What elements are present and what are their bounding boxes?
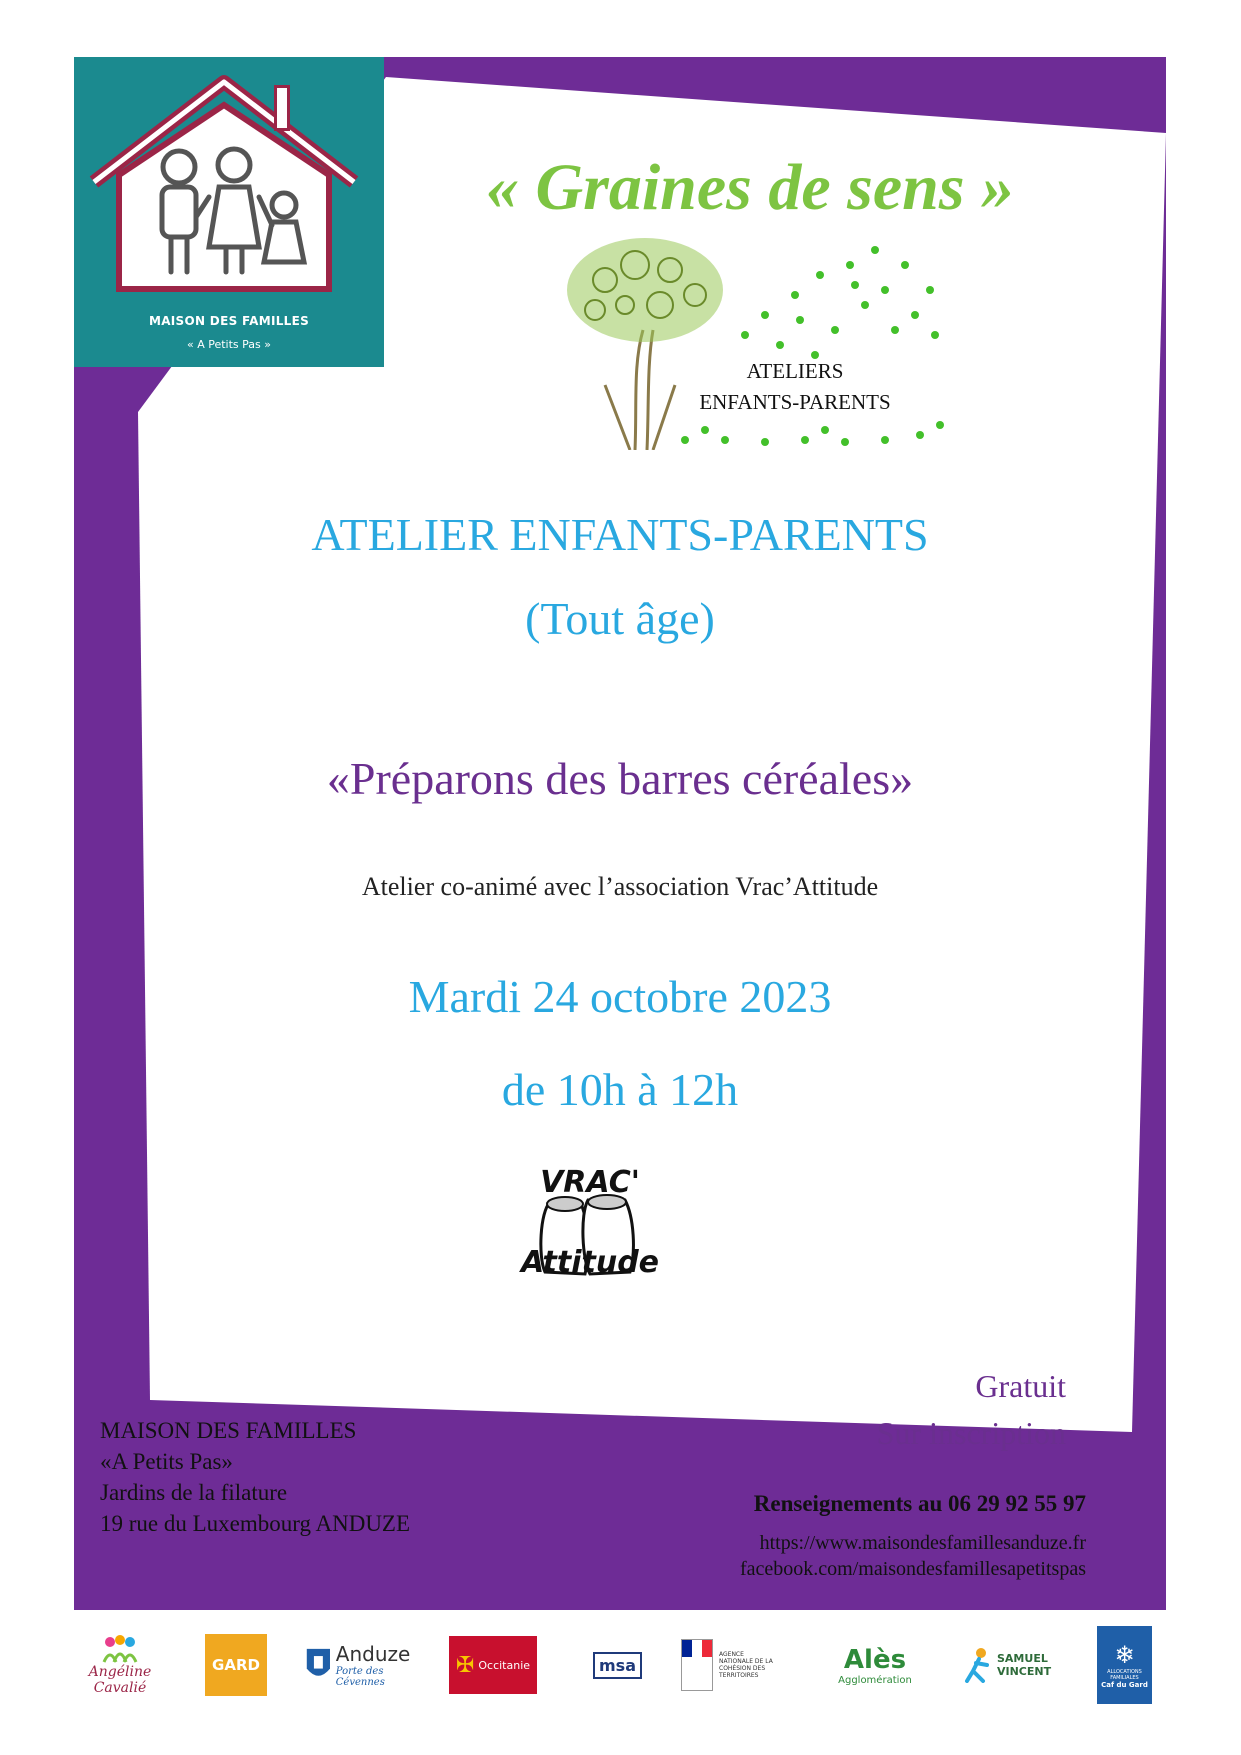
event-date: Mardi 24 octobre 2023	[408, 971, 832, 1022]
attitude-text: Attitude	[520, 1245, 660, 1280]
anct-text: AGENCE NATIONALE DE LA COHÉSION DES TERRITOIRES	[719, 1651, 773, 1679]
caption-line2: ENFANTS-PARENTS	[699, 390, 891, 414]
angeline-text: Angéline Cavalié	[88, 1664, 152, 1696]
address-line2: «A Petits Pas»	[100, 1449, 233, 1474]
gard-text: GARD	[205, 1634, 267, 1696]
registration-label: Sur inscription	[876, 1415, 1066, 1451]
age-note: (Tout âge)	[525, 593, 715, 644]
ateliers-caption	[640, 356, 950, 418]
vincent-text: SAMUEL VINCENT	[997, 1652, 1052, 1678]
logo-text-line1: MAISON DES FAMILLES	[148, 314, 310, 328]
caption-line1: ATELIERS	[746, 359, 844, 383]
logo-text-line2: « A Petits Pas »	[186, 338, 271, 351]
event-series-title: « Graines de sens »	[485, 151, 1015, 224]
caf-logo	[1097, 1625, 1152, 1705]
anduze-text: Anduze	[335, 1642, 411, 1666]
facebook-link[interactable]: facebook.com/maisondesfamillesapetitspas	[739, 1558, 1086, 1580]
angeline-cavalie-logo	[75, 1625, 165, 1705]
msa-logo	[580, 1625, 655, 1705]
contact-phone: Renseignements au 06 29 92 55 97	[753, 1491, 1086, 1516]
maison-des-familles-logo	[74, 57, 384, 367]
ales-logo	[825, 1625, 925, 1705]
occitanie-text: Occitanie	[478, 1658, 531, 1672]
runner-icon	[963, 1647, 993, 1683]
caf-snowflake-icon: ❄	[1114, 1641, 1135, 1669]
address-line3: Jardins de la filature	[100, 1480, 288, 1505]
address-line1: MAISON DES FAMILLES	[100, 1418, 357, 1443]
samuel-vincent-logo	[960, 1625, 1060, 1705]
address-line4: 19 rue du Luxembourg ANDUZE	[100, 1511, 411, 1536]
msa-text: msa	[593, 1652, 642, 1679]
anct-logo	[680, 1625, 780, 1705]
free-label: Gratuit	[975, 1368, 1066, 1404]
anduze-subtext: Porte des Cévennes	[335, 1666, 385, 1688]
event-time: de 10h à 12h	[501, 1064, 739, 1115]
french-flag-icon	[681, 1639, 713, 1691]
anduze-logo	[305, 1625, 425, 1705]
atelier-subtitle: «Préparons des barres céréales»	[326, 753, 914, 804]
gard-logo	[205, 1625, 267, 1705]
caf-subtext: Caf du Gard	[1101, 1681, 1148, 1689]
ales-text: Alès	[843, 1644, 907, 1675]
occitan-cross-icon: ✠	[455, 1652, 475, 1678]
caf-text: ALLOCATIONS FAMILIALES	[1107, 1669, 1142, 1681]
atelier-heading: ATELIER ENFANTS-PARENTS	[311, 509, 929, 560]
co-animation-note: Atelier co-animé avec l’association Vrac’Attitude	[361, 872, 879, 901]
shield-icon	[305, 1645, 332, 1685]
house-family-icon	[74, 57, 384, 307]
ales-subtext: Agglomération	[838, 1674, 912, 1686]
vrac-attitude-logo	[490, 1162, 690, 1292]
address-block	[100, 1415, 520, 1539]
occitanie-logo	[449, 1625, 537, 1705]
people-icon	[100, 1634, 140, 1664]
website-link[interactable]: https://www.maisondesfamillesanduze.fr	[759, 1532, 1086, 1554]
vrac-text: VRAC'	[540, 1165, 640, 1200]
